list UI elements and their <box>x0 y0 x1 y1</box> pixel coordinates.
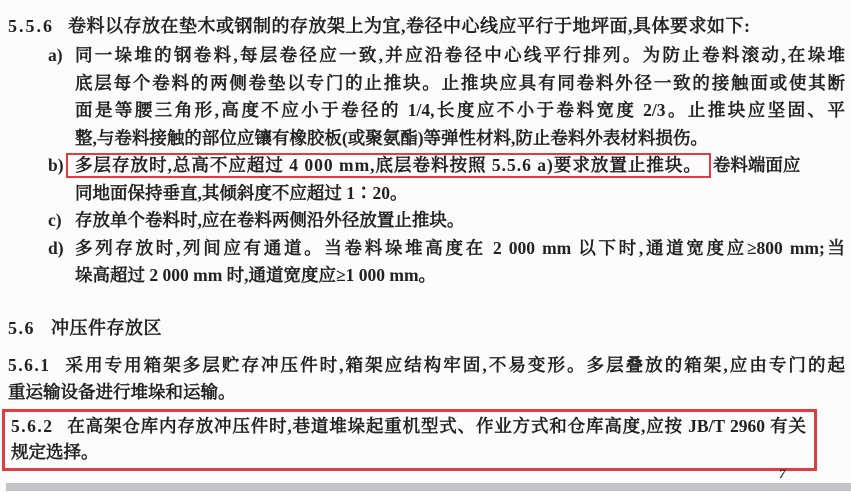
list-item-d-label: d) <box>48 237 64 258</box>
clause-5-6-2-line-1 <box>11 413 806 439</box>
clause-5-6-1-text-1: 采用专用箱架多层贮存冲压件时,箱架应结构牢固,不易变形。多层叠放的箱架,应由专门的起 <box>63 354 845 375</box>
list-item-a-label: a) <box>48 45 63 65</box>
highlight-box-5-6-2 <box>2 409 817 471</box>
page-number: 7 <box>779 466 786 481</box>
section-title-5-6: 冲压件存放区 <box>51 317 162 338</box>
clause-5-5-6-intro <box>8 12 845 40</box>
list-item-b-line-1 <box>75 152 845 180</box>
horizontal-scrollbar[interactable] <box>6 483 851 491</box>
clause-5-6-2-text-1: 在高架仓库内存放冲压件时,巷道堆垛起重机型式、作业方式和仓库高度,应按 JB/T 2960 有关 <box>66 415 806 436</box>
list-item-c <box>8 207 845 235</box>
list-item-b <box>8 152 845 207</box>
list-item-b-body <box>75 152 845 207</box>
clause-5-5-6-text: 卷料以存放在垫木或钢制的存放架上为宜,卷径中心线应平行于地坪面,具体要求如下: <box>68 16 751 36</box>
list-item-b-label: b) <box>48 155 64 175</box>
clause-5-6-2-line-2: 规定选择。 <box>11 441 99 462</box>
clause-5-6-1-line-2: 重运输设备进行堆垛和运输。 <box>8 382 236 402</box>
list-item-c-body <box>75 207 845 235</box>
clause-5-6-1-line-1 <box>8 352 845 380</box>
list-item-a <box>8 42 845 152</box>
list-item-a-line-4: 整,与卷料接触的部位应镶有橡胶板(或聚氨酯)等弹性材料,防止卷料外表材料损伤。 <box>75 127 708 148</box>
section-number-5-6: 5.6 <box>8 317 35 338</box>
clause-number-5-5-6: 5.5.6 <box>8 16 54 36</box>
highlight-box-item-b <box>66 153 711 178</box>
list-item-d <box>8 235 845 290</box>
list-item-b-line-1-tail: 卷料端面应 <box>712 155 801 175</box>
section-heading-5-6 <box>8 314 845 342</box>
list-item-d-line-2: 垛高超过 2 000 mm 时,通道宽度应≥1 000 mm。 <box>75 265 437 285</box>
list-item-b-line-2: 同地面保持垂直,其倾斜度不应超过 1∶20。 <box>75 182 408 203</box>
list-item-a-body <box>75 42 845 152</box>
list-item-a-line-2: 底层每个卷料的两侧卷垫以专门的止推块。止推块应具有同卷料外径一致的接触面或使其断 <box>75 72 845 93</box>
list-item-d-body <box>75 235 845 290</box>
highlighted-text-item-b: 多层存放时,总高不应超过 4 000 mm,底层卷料按照 5.5.6 a)要求放置止推块。 <box>75 155 702 175</box>
clause-5-6-1 <box>8 352 845 407</box>
clause-number-5-6-1: 5.6.1 <box>8 354 51 375</box>
clause-number-5-6-2: 5.6.2 <box>11 415 54 436</box>
list-item-c-line: 存放单个卷料时,应在卷料两侧沿外径放置止推块。 <box>75 210 465 230</box>
list-item-c-label: c) <box>48 210 62 230</box>
list-item-a-line-1: 同一垛堆的钢卷料,每层卷径应一致,并应沿卷径中心线平行排列。为防止卷料滚动,在垛堆 <box>75 45 845 65</box>
list-item-a-line-3: 面是等腰三角形,高度不应小于卷径的 1/4,长度应不小于卷料宽度 2/3。止推块应坚固、平 <box>75 100 845 120</box>
list-item-d-line-1: 多列存放时,列间应有通道。当卷料垛堆高度在 2 000 mm 以下时,通道宽度应≥800 mm;当 <box>75 237 845 258</box>
clause-5-5-6-list <box>8 42 845 290</box>
